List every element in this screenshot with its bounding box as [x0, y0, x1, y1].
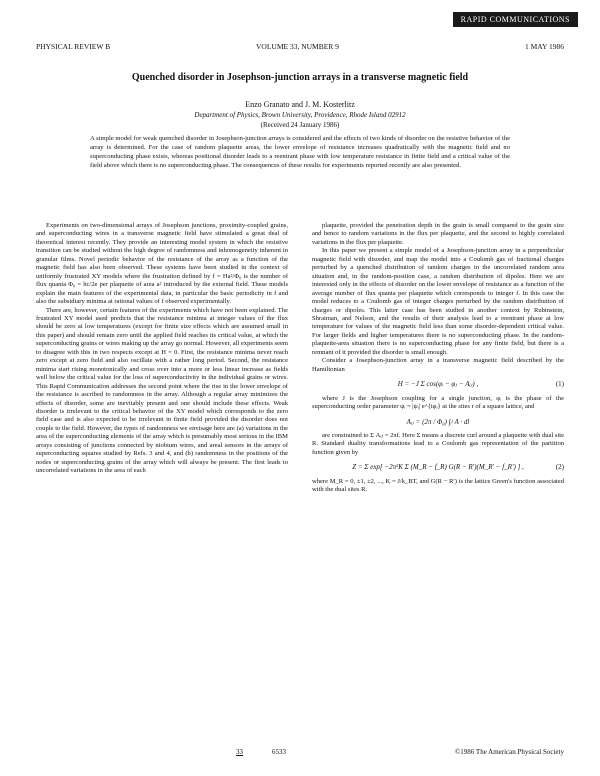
equation-vector-potential-body: Aᵢⱼ = (2π / Φ₀) ∫ᵢʲ A · dl [406, 417, 470, 426]
right-column [312, 222, 564, 495]
received-date: (Received 24 January 1986) [260, 121, 340, 129]
volume-issue: VOLUME 33, NUMBER 9 [256, 42, 339, 51]
rapid-communications-badge: RAPID COMMUNICATIONS [453, 12, 578, 27]
abstract: A simple model for weak quenched disorder in Josephson-junction arrays is considered and the effects of two kinds of disorder on the resistive behavior of the array is determined. For the case of random plaquette areas, the lower envelope of resistance increases quadratically with the magnetic field and no superconducting phase exists, whereas positional disorder leads to a reentrant phase with low temperature resistance in finite field and a critical value of the field above which there is no superconducting phase. The consequences of these results for experiments reported recently are also presented. [90, 135, 510, 170]
left-column [36, 222, 288, 476]
author-affiliation: Department of Physics, Brown University, Providence, Rhode Island 02912 [194, 111, 406, 119]
footer-volume: 33 [236, 748, 243, 756]
paragraph: There are, however, certain features of the experiments which have not been explained. The frustrated XY model used predicts that the resistance minima at integer values of the flux should be zero at low temperatures (except for finite size effects which are assumed small in this paper) and should remain zero until the applied field reaches its critical value, at which the superconducting grains or wires making up the array go normal. However, all experiments seem to disagree with this in two respects except at H = 0. First, the resistance minima never reach zero except at zero field and also oscillate with a rather long period. Second, the resistance minima start rising monotonically and cross over into a more or less linear increase as fields well below the critical value for the loss of superconductivity in the individual grains or wires. This Rapid Communication addresses the second point where the rise in the lower envelope of the resistance is ascribed to randomness in the array. Although a regular array minimizes the effects of disorder, some are inevitably present and one should include these effects. Weak disorder is irrelevant to the critical behavior of the XY model which corresponds to the zero field case and is also expected to be irrelevant in finite field provided the disorder does not couple to the field. However, the types of randomness we envisage here are (a) variations in the area of the superconducting elements of the array which is presumably most serious in the IBM arrays consisting of junctions connected by niobium wires, and areal sensors in the arrays of superconducting squares studied by Refs. 3 and 4, and (b) randomness in the positions of the nodes or superconducting grains of the array which will always be present. The first leads to uncorrelated variations in the area of each [36, 306, 288, 475]
paragraph: where M_R = 0, ±1, ±2, ..., K = J/k_BT, and G(R − R′) is the lattice Green's function associated with the dual sites R. [312, 477, 564, 494]
footer-page-number: 6533 [272, 748, 286, 756]
journal-name: PHYSICAL REVIEW B [36, 42, 111, 51]
paragraph: Consider a Josephson-junction array in a transverse magnetic field described by the Hamiltonian [312, 357, 564, 373]
equation-1-body: H = −J Σ cos(φᵢ − φⱼ − Aᵢⱼ) , [397, 380, 479, 389]
equation-1 [312, 380, 564, 388]
paragraph: where J is the Josephson coupling for a single junction, φᵢ is the phase of the superconducting order parameter ψᵢ = |ψᵢ| e^{iφᵢ} at the sites r of a square lattice, and [312, 394, 564, 411]
issue-date: 1 MAY 1986 [524, 42, 564, 51]
paragraph: are constrained to Σ Aᵢⱼ = 2πf. Here Σ means a discrete curl around a plaquette with dual site R. Standard duality transformations lead to a Coulomb gas representation of the partition function given by [312, 431, 564, 456]
equation-vector-potential [312, 418, 564, 426]
equation-2 [312, 463, 564, 471]
equation-1-number: (1) [555, 380, 564, 389]
paragraph: plaquette, provided the penetration depth in the grain is small compared to the grain size and hence to random variations in the flux per plaquette, and the second to highly correlated variations in the flux per plaquette. [312, 222, 564, 246]
paper-title: Quenched disorder in Josephson-junction arrays in a transverse magnetic field [131, 72, 469, 83]
paper-authors: Enzo Granato and J. M. Kosterlitz [245, 100, 355, 109]
paragraph: In this paper we present a simple model of a Josephson-junction array in a perpendicular magnetic field with disorder, and map the model into a Coulomb gas of fractional charges perturbed by a quenched distribution of random charges in the uncorrelated random area situation and, in the random-position case, a random distribution of dipoles. Here we are interested only in the effects of disorder on the lower envelope of resistance as a function of the average number of flux quanta per plaquette which corresponds to integer f. In this case the model reduces to a Coulomb gas of integer charges perturbed by the random distribution of charges or dipoles. This latter case has been studied in another context by Rubinstein, Shraiman, and Nelson, and the results of their analysis lead to a reentrant phase at low temperature for values of the magnetic field less than some disorder-dependent critical value. For larger fields and higher temperatures there is no superconducting phase. In the random-plaquette-area situation there is no superconducting phase for any finite field, but there is a remnant of it provided the disorder is small enough. [312, 247, 564, 356]
equation-2-number: (2) [555, 463, 564, 472]
equation-2-body: Z = Σ exp[ −2π²K Σ (M_R − f_R) G(R − R′)(M_R′ − f_R′) ] , [352, 463, 524, 472]
paragraph: Experiments on two-dimensional arrays of Josephson junctions, proximity-coupled grains, and superconducting wires in a transverse magnetic field have stimulated a great deal of theoretical interest recently. They provide an interesting model system in which the resistive transition can be studied without the high degree of randomness and inhomogeneity inherent in granular films. Novel periodic behavior of the resistance of the array as a function of the magnetic field has also been observed. These systems have been studied in the context of uniformly frustrated XY models where the frustration defined by f = Ha²/Φ₀ is the number of flux quanta Φ₀ = hc/2e per plaquette of area a² introduced by the external field. These models explain the main features of the experimental data, in particular the basic periodicity in f and also the subsidiary minima at rational values of f observed experimentally. [36, 222, 288, 306]
footer-copyright: ©1986 The American Physical Society [454, 748, 564, 756]
